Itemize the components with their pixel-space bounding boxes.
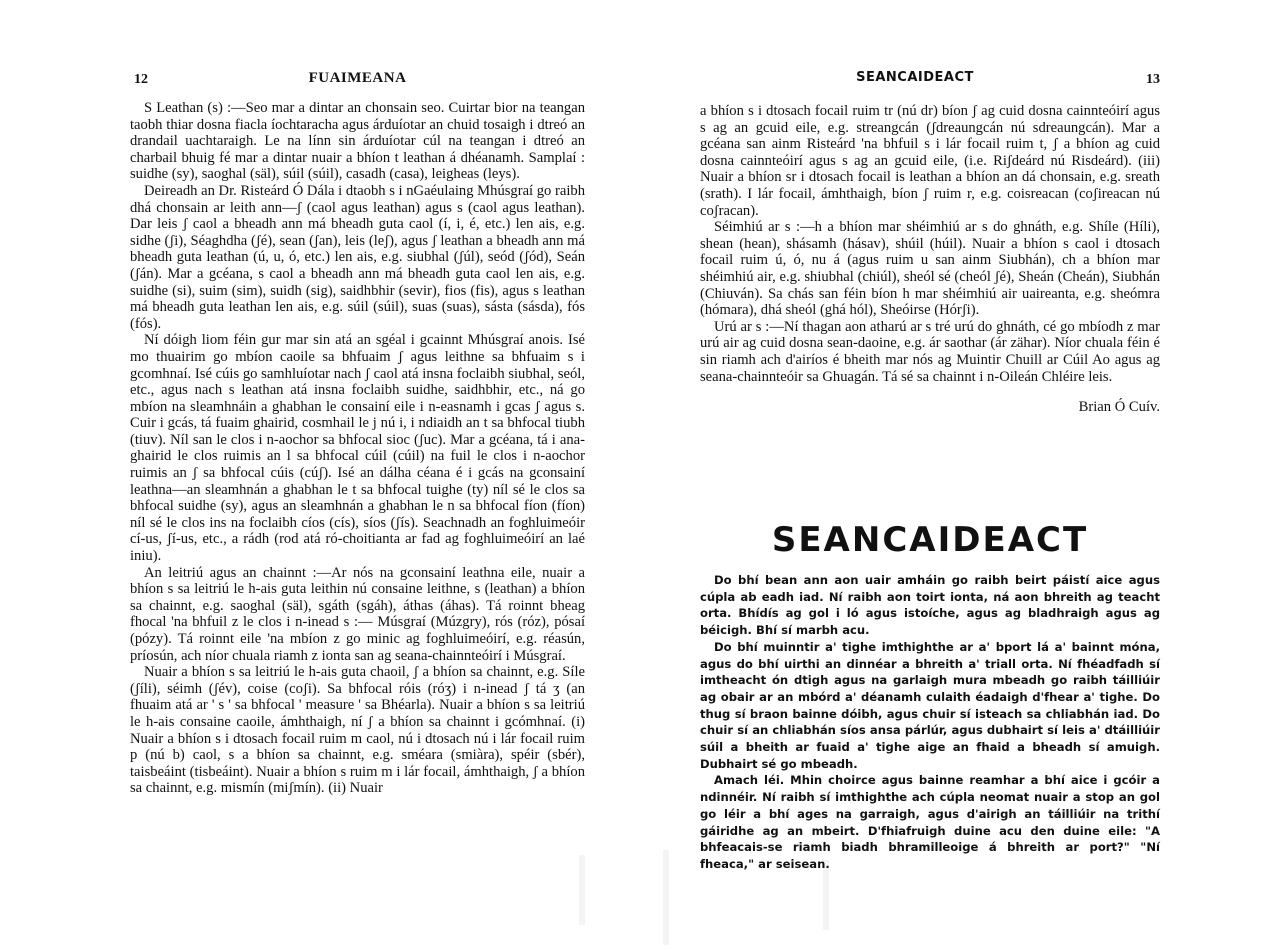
chapter-title-right: SEANCAIDEACT xyxy=(856,70,974,85)
story-text xyxy=(700,572,1160,873)
paragraph: Séimhiú ar s :—h a bhíon mar shéimhiú ar s do ghnáth, e.g. Shíle (Híli), shean (hean), shásamh (hásav), shúil (húil). Nuair a bhíon s caol i dtosach focail ruim ú, ó, nu á (agus ruim u san ainm Siubhán), ch a bhíon mar shéimhiú air, e.g. shiubhal (chiúl), sheól sé (cheól ʃé), Sheán (Cheán), Siubhán (Chiuván). Sa chás san féin bíon h mar shéimhiú air uaireanta, e.g. sheómra (hómara), dhá sheól (ghá hól), Sheóirse (Hórʃi). xyxy=(700,219,1160,319)
chapter-title-left: FUAIMEANA xyxy=(308,70,407,86)
paragraph: Nuair a bhíon s sa leitriú le h-ais guta chaoil, ʃ a bhíon sa chainnt, e.g. Síle (ʃíli), séimh (ʃév), coise (coʃi). Sa bhfocal róis (róʒ) i n-inead ʃ tá ʒ (an fhuaim atá ar ' s ' sa bhfocal ' measure ' sa Bhéarla). Nuair a bhíon s sa leitriú le h-ais consaine caoile, ámhthaigh, ní ʃ a bhíon sa chainnt i gcómhnaí. (i) Nuair a bhíon s i dtosach focail ruim m caol, nú i dtosach nú i lár focail ruim p (nú b) caol, s a bhíon sa chainnt, e.g. sméara (smiàra), spéir (sbér), taisbeáint (tisbeáint). Nuair a bhíon s ruim m i lár focail, ámhthaigh, ʃ a bhíon sa chainnt, e.g. mismín (miʃmín). (ii) Nuair xyxy=(130,664,585,797)
story-title: SEANCAIDEACT xyxy=(771,520,1089,560)
paragraph: S Leathan (s) :—Seo mar a dintar an chonsain seo. Cuirtar bior na teangan taobh thiar dosna fiacla íochtaracha agus árduíotar an chuid tosaigh i dtreó an drandail uachtaraigh. Le na línn sin árduíotar cúl na teangan i dtreó an charbail bhuig fé mar a dintar nuair a bhíon t leathan á dhéanamh. Samplaí : suidhe (sy), saoghal (säl), súil (súil), casadh (casa), leigheas (leys). xyxy=(130,100,585,183)
right-page xyxy=(700,0,1160,950)
right-running-head xyxy=(700,70,1160,90)
paragraph: a bhíon s i dtosach focail ruim tr (nú dr) bíon ʃ ag cuid dosna cainnteóirí agus s ag an gcuid eile, e.g. streangcán (ʃdreaungcán nú sdreaungcán). Mar a gcéana san ainm Risteárd 'na bhfuil s i lár focail ruim t, ʃ a bhíon ag cuid dosna cainnteóirí agus s ag an gcuid eile, (i.e. Riʃdeárd nú Risdeárd). (iii) Nuair a bhíon sr i dtosach focail is leathan a bhíon an dá chonsain, e.g. sreath (srath). I lár focail, ámhthaigh, bíon ʃ ruim r, e.g. coisreacan (coʃireacan nú coʃracan). xyxy=(700,103,1160,219)
paragraph: An leitriú agus an chainnt :—Ar nós na gconsainí leathna eile, nuair a bhíon s sa leitriú le h-ais guta leithin nú consaine leithne, s (leathan) a bhíon sa chainnt, e.g. saoghal (säl), sgáth (sgáh), áthas (áhas). Tá roinnt bheag fhocal 'na bhfuil z le clos i n-inead s :— Músgraí (Múzgry), rós (róz), pósaí (pózy). Tá roinnt eile 'na mbíon z go minic ag foghluimeóirí, e.g. réasún, príosún, ach níor chuala riamh z ionta san ag seana-chainnteóirí i Músgraí. xyxy=(130,564,585,664)
page-number-right: 13 xyxy=(1146,72,1160,87)
paragraph: Ní dóigh liom féin gur mar sin atá an sgéal i gcainnt Mhúsgraí anois. Isé mo thuairim go mbíon caoile sa bhfuaim ʃ agus leithne sa bhfuaim s i gcomhnaí. Isé cúis go samhluíotar nach ʃ caol atá insna foclaibh siubhal, seól, etc., agus nach s leathan atá insna foclaibh suidhe, saidhbhir, etc., ná go mbíon na sleamhnáin a ghabhan le consainí eile i n-easnamh i gcas ʃ agus s. Cuir i gcás, tá fuaim ghairid, cosmhail le j nú i, i ndiaidh an t sa bhfocal tiubh (tiuv). Níl san le clos i n-aochor sa bhfocal sioc (ʃuc). Mar a gcéana, tá i ana-ghairid le clos ruimis an l sa bhfocal cúil (cúil) na fuil le clos i n-aochor ruimis an ʃ sa bhfocal cúis (cúʃ). Isé an dálha céana é i gcás na gconsainí leathna—an sleamhnán a ghabhan le t sa bhfocal tuighe (ty) níl sé le clos sa bhfocal suidhe (sy), agus an sleamhnán a ghabhan le n sa bhfocal fíon (fíon) níl sé le clos ins na foclaibh cíos (cís), síos (ʃís). Seachnadh an foghluimeóir cí-us, ʃí-us, etc., a rádh (rod atá ró-choitianta ar fad ag foghluimeóirí an laé iniu). xyxy=(130,332,585,565)
page-number-left: 12 xyxy=(134,72,148,87)
scan-artifact xyxy=(579,855,585,925)
author-signature: Brian Ó Cuív. xyxy=(1078,399,1160,416)
paragraph: Do bhí bean ann aon uair amháin go raibh beirt páistí aice agus cúpla ab eadh iad. Ní raibh aon toirt ionta, ná aon bhreith ag teacht orta. Bhídís ag gol i ló agus istoíche, agus ag bladhraigh agus ag béicigh. Bhí sí marbh acu. xyxy=(700,573,1160,638)
left-page xyxy=(130,0,585,950)
right-body-text xyxy=(700,103,1160,416)
paragraph: Amach léi. Mhin choirce agus bainne reamhar a bhí aice i gcóir a ndinnéir. Ní raibh sí imthighthe ach cúpla neomat nuair a stop an gol go léir a bhí ages na garraigh, agus d'airigh an táilliúir na trithí gáiridhe ag an mbeirt. D'fhiafruigh duine acu den duine eile: "A bhfeacais-se riamh biadh bhramilleoige á bhreith ar port?" "Ní fheaca," ar seisean. xyxy=(700,773,1160,871)
paragraph: Urú ar s :—Ní thagan aon atharú ar s tré urú do ghnáth, cé go mbíodh z mar urú air ag cuid dosna sean-daoine, e.g. ár saothar (ár zähar). Níor chuala féin é sin riamh ach d'airíos é bheith mar nós ag Muintir Chuill ar Cúil Ao agus ag seana-chainnteóir sa Ghuagán. Tá sé sa chainnt i n-Oileán Chléire leis. xyxy=(700,318,1160,385)
left-running-head xyxy=(130,70,585,90)
scan-artifact xyxy=(663,850,669,945)
paragraph: Deireadh an Dr. Risteárd Ó Dála i dtaobh s i nGaéulaing Mhúsgraí go raibh dhá chonsain ar leith ann—ʃ (caol agus leathan) agus s (caol agus leathan). Dar leis ʃ caol a bheadh ann má bheadh guta caol (í, i, é, etc.) len ais, e.g. sidhe (ʃi), Séaghdha (ʃé), sean (ʃan), leis (leʃ), agus ʃ leathan a bheadh ann má bheadh guta leathan (ú, u, ó, etc.) len ais, e.g. siubhal (ʃúl), seód (ʃód), Seán (ʃán). Mar a gcéana, s caol a bheadh ann má bheadh guta caol len ais, e.g. suidhe (si), suim (sim), suidh (sig), saidhbhir (sevir), fios (fis), agus s leathan má bheadh guta leathan len ais, e.g. súil (súil), suas (suas), sásta (sásda), fós (fós). xyxy=(130,182,585,332)
left-body-text xyxy=(130,100,585,797)
paragraph: Do bhí muinntir a' tighe imthighthe ar a' bport lá a' bainnt móna, agus do bhí uirthi an dinnéar a bhreith a' triall orta. Ní fhéadfadh sí imtheacht ón dtigh agus na garlaigh mura mbeadh go raibh táilliúir ag obair ar an mbórd a' déanamh culaith éadaigh d'fhear a' tighe. Do thug sí braon bainne dóibh, agus chuir sí isteach sa chliabhán iad. Do chuir sí an chliabhán síos ansa párlúr, agus dubhairt sí leis a' dtáilliúir súil a bheith ar fuaid a' tighe aige an fhaid a bheadh sí amuigh. Dubhairt sé go mbeadh. xyxy=(700,639,1160,771)
